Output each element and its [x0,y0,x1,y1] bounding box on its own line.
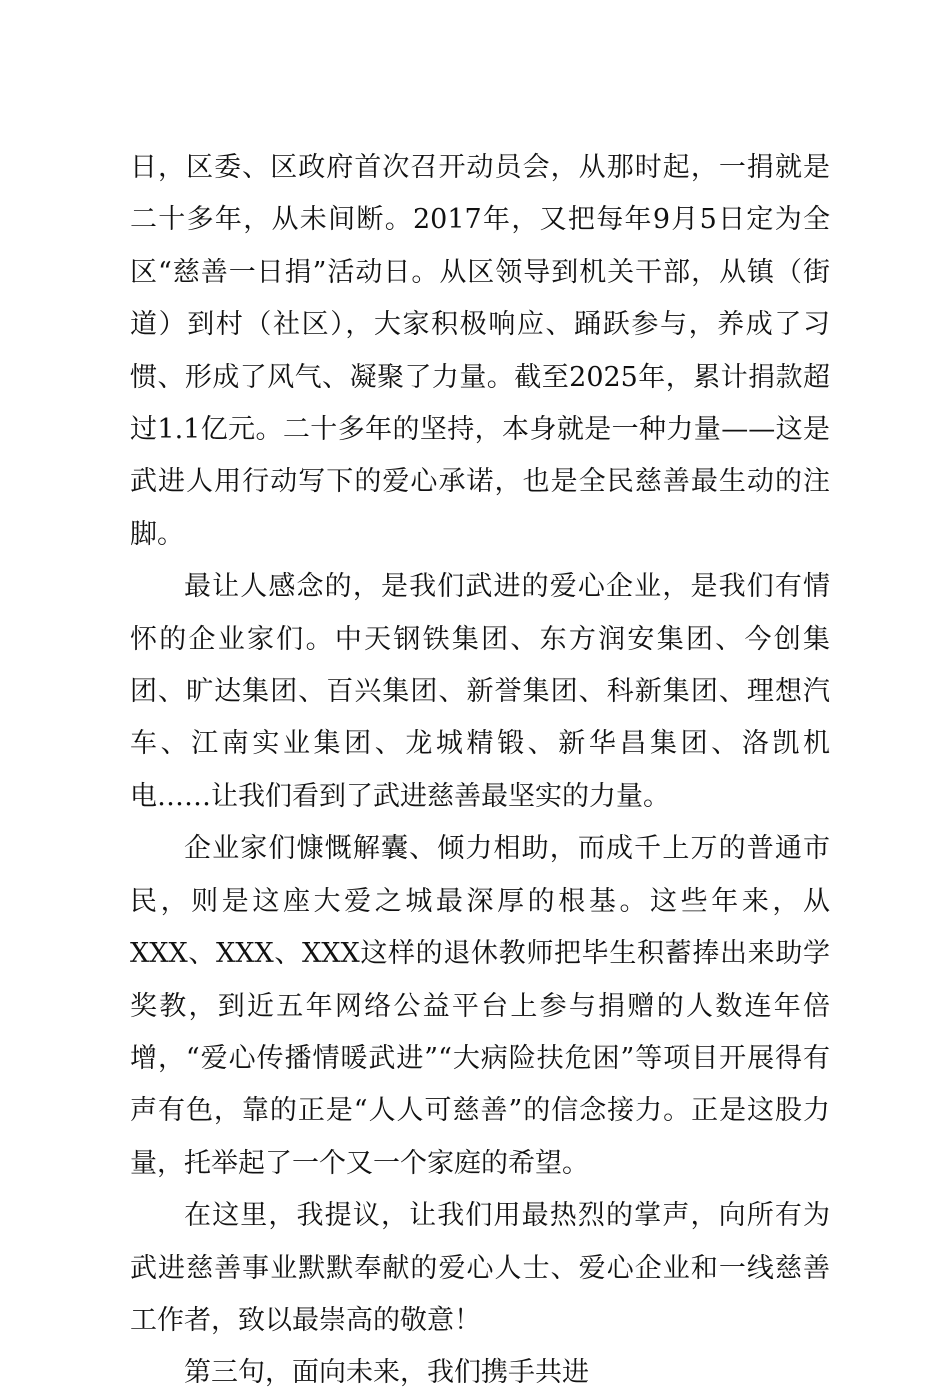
paragraph-1: 日，区委、区政府首次召开动员会，从那时起，一捐就是二十多年，从未间断。2017年，又把每年9月5日定为全区“慈善一日捐”活动日。从区领导到机关干部，从镇（街道）到村（社区），大家积极响应、踊跃参与，养成了习惯、形成了风气、凝聚了力量。截至2025年，累计捐款超过1.1亿元。二十多年的坚持，本身就是一种力量——这是武进人用行动写下的爱心承诺，也是全民慈善最生动的注脚。 [130,152,830,550]
paragraph-3: 企业家们慷慨解囊、倾力相助，而成千上万的普通市民，则是这座大爱之城最深厚的根基。这些年来，从XXX、XXX、XXX这样的退休教师把毕生积蓄捧出来助学奖教，到近五年网络公益平台上参与捐赠的人数连年倍增，“爱心传播情暖武进”“大病险扶危困”等项目开展得有声有色，靠的正是“人人可慈善”的信念接力。正是这股力量，托举起了一个又一个家庭的希望。 [130,833,830,1179]
document-body [130,142,830,1400]
paragraph-4: 在这里，我提议，让我们用最热烈的掌声，向所有为武进慈善事业默默奉献的爱心人士、爱心企业和一线慈善工作者，致以最崇高的敬意！ [130,1200,830,1336]
section-heading: 第三句，面向未来，我们携手共进 [184,1357,589,1389]
paragraph-2: 最让人感念的，是我们武进的爱心企业，是我们有情怀的企业家们。中天钢铁集团、东方润安集团、今创集团、旷达集团、百兴集团、新誉集团、科新集团、理想汽车、江南实业集团、龙城精锻、新华昌集团、洛凯机电……让我们看到了武进慈善最坚实的力量。 [130,571,830,812]
